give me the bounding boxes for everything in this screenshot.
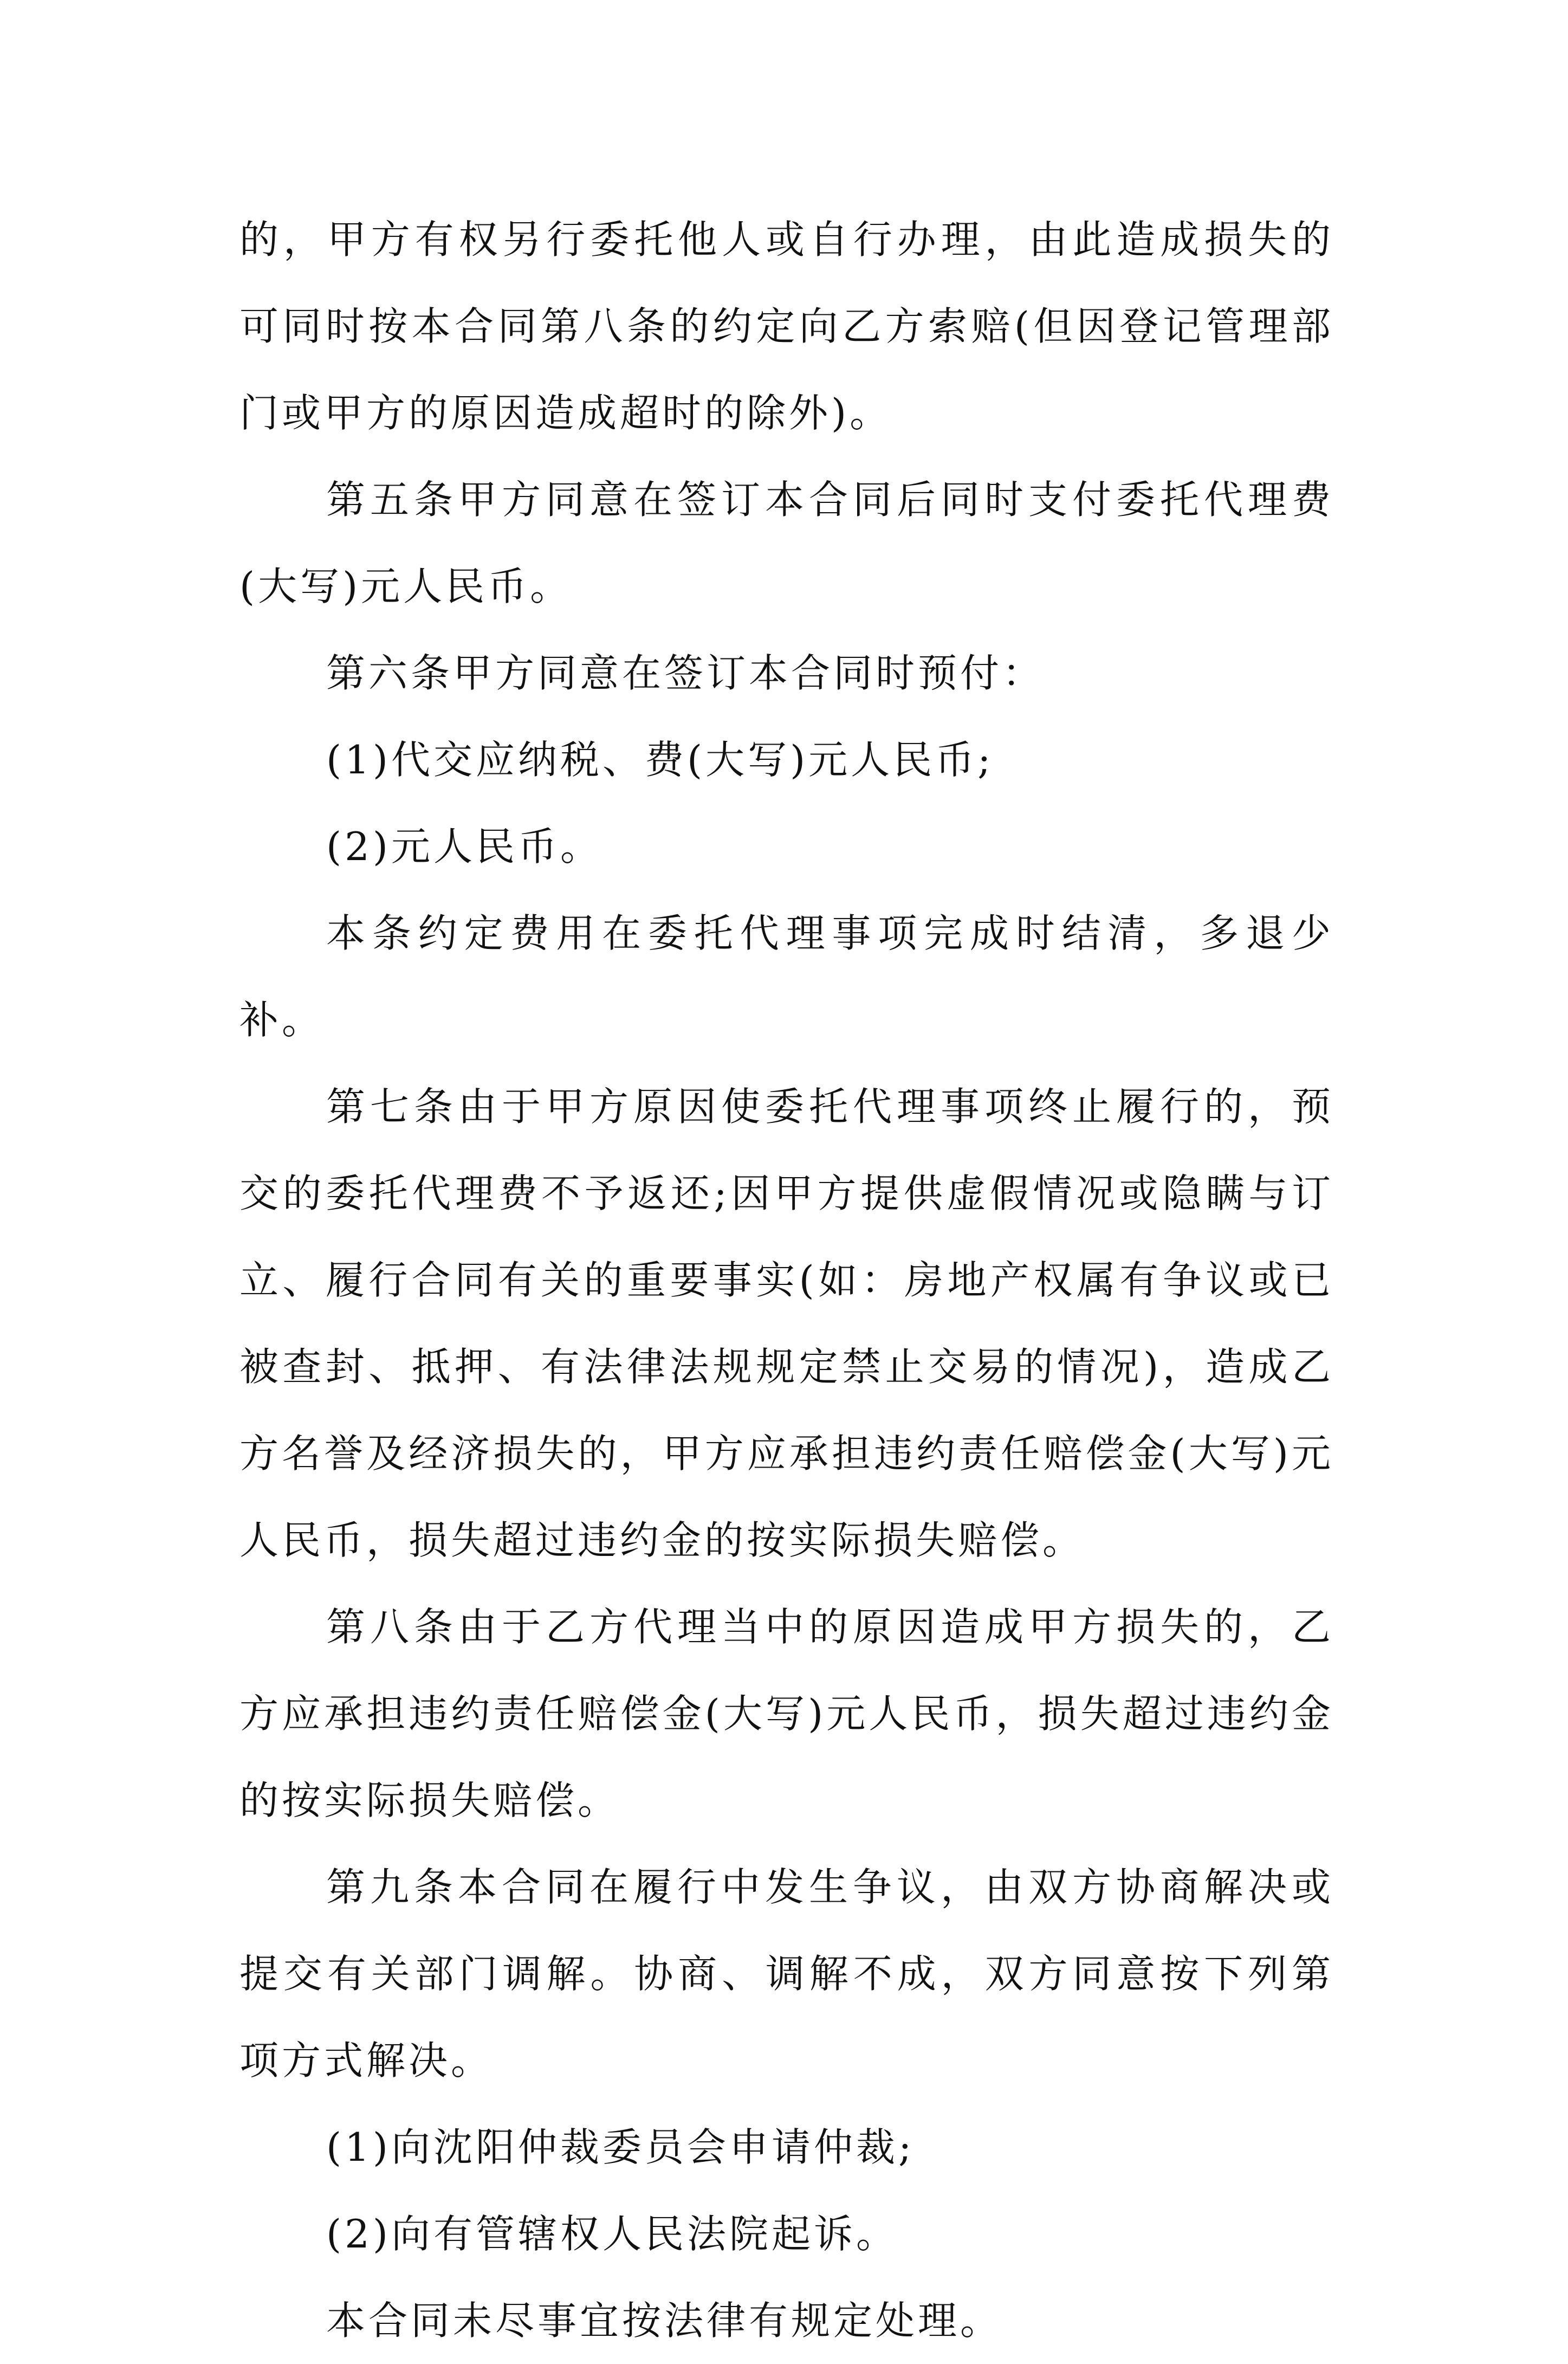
paragraph-article-6-item-1: (1)代交应纳税、费(大写)元人民币; <box>326 737 994 783</box>
paragraph-article-5: 第五条甲方同意在签订本合同后同时支付委托代理费(大写)元人民币。 <box>239 477 1334 609</box>
paragraph-article-9-item-1: (1)向沈阳仲裁委员会申请仲裁; <box>326 2124 915 2170</box>
paragraph-article-6: 第六条甲方同意在签订本合同时预付： <box>326 650 1045 696</box>
document-body <box>239 196 1334 2364</box>
paragraph-article-9: 第九条本合同在履行中发生争议，由双方协商解决或提交有关部门调解。协商、调解不成，双方同意按下列第项方式解决。 <box>239 1864 1334 2083</box>
paragraph-closing: 本合同未尽事宜按法律有规定处理。 <box>326 2298 1003 2343</box>
paragraph-continuation: 的，甲方有权另行委托他人或自行办理，由此造成损失的可同时按本合同第八条的约定向乙方索赔(但因登记管理部门或甲方的原因造成超时的除外)。 <box>239 217 1334 436</box>
paragraph-article-6-settlement: 本条约定费用在委托代理事项完成时结清，多退少补。 <box>239 910 1334 1043</box>
paragraph-article-9-item-2: (2)向有管辖权人民法院起诉。 <box>326 2211 898 2257</box>
paragraph-article-6-item-2: (2)元人民币。 <box>326 824 602 869</box>
paragraph-article-8: 第八条由于乙方代理当中的原因造成甲方损失的，乙方应承担违约责任赔偿金(大写)元人民币，损失超过违约金的按实际损失赔偿。 <box>239 1604 1334 1823</box>
paragraph-article-7: 第七条由于甲方原因使委托代理事项终止履行的，预交的委托代理费不予返还;因甲方提供虚假情况或隐瞒与订立、履行合同有关的重要事实(如：房地产权属有争议或已被查封、抵押、有法律法规规定禁止交易的情况)，造成乙方名誉及经济损失的，甲方应承担违约责任赔偿金(大写)元人民币，损失超过违约金的按实际损失赔偿。 <box>239 1084 1334 1563</box>
